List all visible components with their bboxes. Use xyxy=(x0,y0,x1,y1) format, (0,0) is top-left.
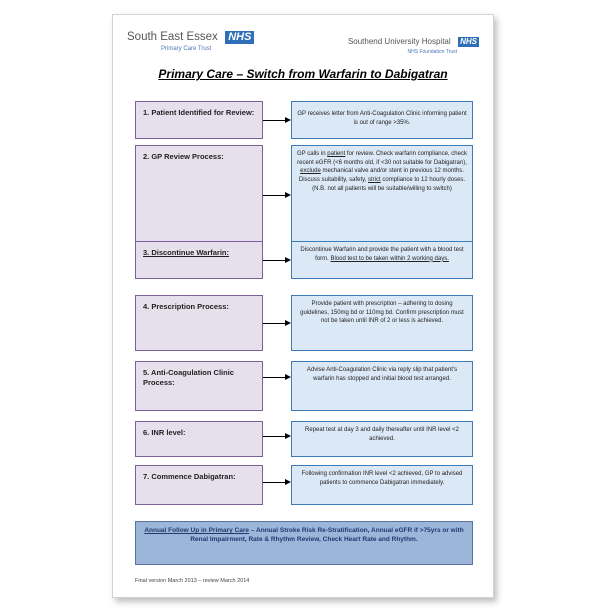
step-2-description xyxy=(291,145,473,245)
step-6-text: Repeat test at day 3 and daily thereafter until INR level <2 achieved. xyxy=(305,427,459,442)
step-1-label: 1. Patient Identified for Review: xyxy=(143,108,255,117)
org-left-subtitle: Primary Care Trust xyxy=(161,46,212,52)
step-6-arrow xyxy=(263,436,285,437)
step-6-label: 6. INR level: xyxy=(143,428,186,437)
org-left-name: South East Essex xyxy=(127,31,218,43)
step-5-description xyxy=(291,361,473,411)
step-5-label: 5. Anti-Coagulation Clinic Process: xyxy=(143,368,234,388)
org-right-subtitle: NHS Foundation Trust xyxy=(407,49,457,55)
step-7-box xyxy=(135,465,263,505)
step-4-description xyxy=(291,295,473,351)
step-7-label: 7. Commence Dabigatran: xyxy=(143,472,236,481)
step-2-label: 2. GP Review Process: xyxy=(143,152,224,161)
step-4-text: Provide patient with prescription – adhering to dosing guidelines, 150mg bd or 110mg bd. Confirm prescription must not be taken until INR of 2 or less is achieved. xyxy=(300,301,464,325)
step-2-text-b: for review. Check warfarin compliance, check recent eGFR (<6 months old, if <30 not suitable for Dabigatran), xyxy=(297,151,467,166)
nhs-logo-left: NHS xyxy=(225,31,254,44)
step-7-description xyxy=(291,465,473,505)
step-5-text: Advise Anti-Coagulation Clinic via reply slip that patient's warfarin has stopped and initial blood test arranged. xyxy=(306,367,458,382)
step-6-box xyxy=(135,421,263,457)
step-2-box xyxy=(135,145,263,245)
version-footer: Final version March 2013 – review March 2014 xyxy=(135,578,250,584)
step-1-box xyxy=(135,101,263,139)
step-6-description xyxy=(291,421,473,457)
step-2-text-a: GP calls in xyxy=(297,151,328,157)
step-1-arrow xyxy=(263,120,285,121)
step-5-box xyxy=(135,361,263,411)
step-2-arrow xyxy=(263,195,285,196)
annual-follow-up-text: – Annual Stroke Risk Re-Stratification, Annual eGFR if >75yrs or with Renal Impairment, Rate & Rhythm Review, Check Heart Rate and Rhythm. xyxy=(190,527,464,544)
header-right-logo xyxy=(348,31,479,55)
step-5-arrow xyxy=(263,377,285,378)
step-4-label: 4. Prescription Process: xyxy=(143,302,229,311)
step-2-text-c: mechanical valve and/or stent in previous 12 months. Discuss suitability, safety, xyxy=(298,168,464,184)
step-3-box xyxy=(135,241,263,279)
page-title: Primary Care – Switch from Warfarin to Dabigatran xyxy=(158,67,448,81)
step-2-text-strict: strict xyxy=(368,177,381,184)
step-2-text-d: compliance to 12 hourly doses. (N.B. not all patients will be suitable/willing to switch) xyxy=(312,177,466,192)
step-3-description xyxy=(291,241,473,279)
step-7-text: Following confirmation INR level <2 achieved, GP to advised patients to commence Dabigatran immediately. xyxy=(301,471,463,486)
step-4-arrow xyxy=(263,323,285,324)
document-page xyxy=(112,14,494,598)
step-3-text-a: Discontinue Warfarin and provide the patient with a blood test form. xyxy=(300,247,464,262)
step-3-arrow xyxy=(263,260,285,261)
step-1-text: GP receives letter from Anti-Coagulation Clinic informing patient is out of range >35%. xyxy=(297,111,467,126)
step-2-text-patient: patient xyxy=(327,151,346,157)
step-7-arrow xyxy=(263,482,285,483)
nhs-logo-right: NHS xyxy=(460,37,477,46)
step-4-box xyxy=(135,295,263,351)
step-2-text-exclude: exclude xyxy=(300,168,321,175)
step-1-description xyxy=(291,101,473,139)
header-left-logo xyxy=(127,27,254,52)
annual-follow-up-box xyxy=(135,521,473,565)
annual-follow-up-heading: Annual Follow Up in Primary Care xyxy=(144,527,250,534)
step-3-text-underlined: Blood test to be taken within 2 working days. xyxy=(330,255,449,262)
org-right-name: Southend University Hospital xyxy=(347,37,451,46)
step-3-label: 3. Discontinue Warfarin: xyxy=(143,248,229,257)
